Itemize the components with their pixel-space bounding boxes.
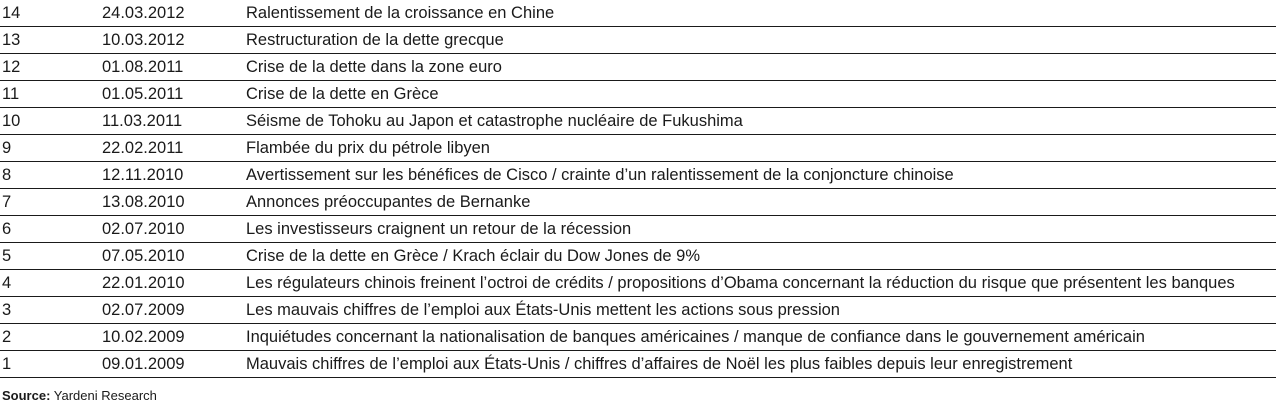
event-number-cell: 1 (0, 351, 102, 378)
table-row (0, 108, 1276, 135)
table-row (0, 189, 1276, 216)
source-label: Source: (2, 388, 51, 403)
event-number-cell: 6 (0, 216, 102, 243)
event-number-cell: 14 (0, 0, 102, 27)
event-description-cell: Ralentissement de la croissance en Chine (246, 0, 1276, 27)
event-number-cell: 2 (0, 324, 102, 351)
event-date-cell: 22.01.2010 (102, 270, 246, 297)
event-description-cell: Crise de la dette dans la zone euro (246, 54, 1276, 81)
event-date-cell: 09.01.2009 (102, 351, 246, 378)
table-row (0, 351, 1276, 378)
event-number-cell: 11 (0, 81, 102, 108)
event-number-cell: 7 (0, 189, 102, 216)
event-date-cell: 10.03.2012 (102, 27, 246, 54)
event-number-cell: 8 (0, 162, 102, 189)
event-description-cell: Les investisseurs craignent un retour de la récession (246, 216, 1276, 243)
event-date-cell: 07.05.2010 (102, 243, 246, 270)
event-description-cell: Inquiétudes concernant la nationalisation de banques américaines / manque de confiance dans le gouvernement américain (246, 324, 1276, 351)
table-row (0, 54, 1276, 81)
event-date-cell: 02.07.2010 (102, 216, 246, 243)
table-row (0, 162, 1276, 189)
table-row (0, 0, 1276, 27)
event-description-cell: Restructuration de la dette grecque (246, 27, 1276, 54)
event-number-cell: 9 (0, 135, 102, 162)
event-description-cell: Flambée du prix du pétrole libyen (246, 135, 1276, 162)
event-number-cell: 10 (0, 108, 102, 135)
table-row (0, 135, 1276, 162)
event-date-cell: 01.08.2011 (102, 54, 246, 81)
event-date-cell: 02.07.2009 (102, 297, 246, 324)
table-row (0, 243, 1276, 270)
event-description-cell: Avertissement sur les bénéfices de Cisco / crainte d’un ralentissement de la conjoncture chinoise (246, 162, 1276, 189)
table-row (0, 297, 1276, 324)
event-description-cell: Les régulateurs chinois freinent l’octroi de crédits / propositions d’Obama concernant la réduction du risque que présentent les banques (246, 270, 1276, 297)
event-description-cell: Crise de la dette en Grèce (246, 81, 1276, 108)
event-number-cell: 12 (0, 54, 102, 81)
event-date-cell: 11.03.2011 (102, 108, 246, 135)
table-row (0, 270, 1276, 297)
event-date-cell: 01.05.2011 (102, 81, 246, 108)
table-row (0, 81, 1276, 108)
source-text: Yardeni Research (53, 388, 157, 403)
event-date-cell: 10.02.2009 (102, 324, 246, 351)
event-description-cell: Les mauvais chiffres de l’emploi aux États-Unis mettent les actions sous pression (246, 297, 1276, 324)
event-description-cell: Séisme de Tohoku au Japon et catastrophe nucléaire de Fukushima (246, 108, 1276, 135)
event-description-cell: Crise de la dette en Grèce / Krach éclair du Dow Jones de 9% (246, 243, 1276, 270)
table-row (0, 216, 1276, 243)
event-date-cell: 22.02.2011 (102, 135, 246, 162)
event-date-cell: 13.08.2010 (102, 189, 246, 216)
source-note (2, 388, 157, 404)
table-row (0, 324, 1276, 351)
event-description-cell: Annonces préoccupantes de Bernanke (246, 189, 1276, 216)
event-description-cell: Mauvais chiffres de l’emploi aux États-Unis / chiffres d’affaires de Noël les plus faibles depuis leur enregistrement (246, 351, 1276, 378)
event-date-cell: 24.03.2012 (102, 0, 246, 27)
event-number-cell: 5 (0, 243, 102, 270)
event-number-cell: 13 (0, 27, 102, 54)
event-date-cell: 12.11.2010 (102, 162, 246, 189)
event-number-cell: 4 (0, 270, 102, 297)
table-row (0, 27, 1276, 54)
event-number-cell: 3 (0, 297, 102, 324)
